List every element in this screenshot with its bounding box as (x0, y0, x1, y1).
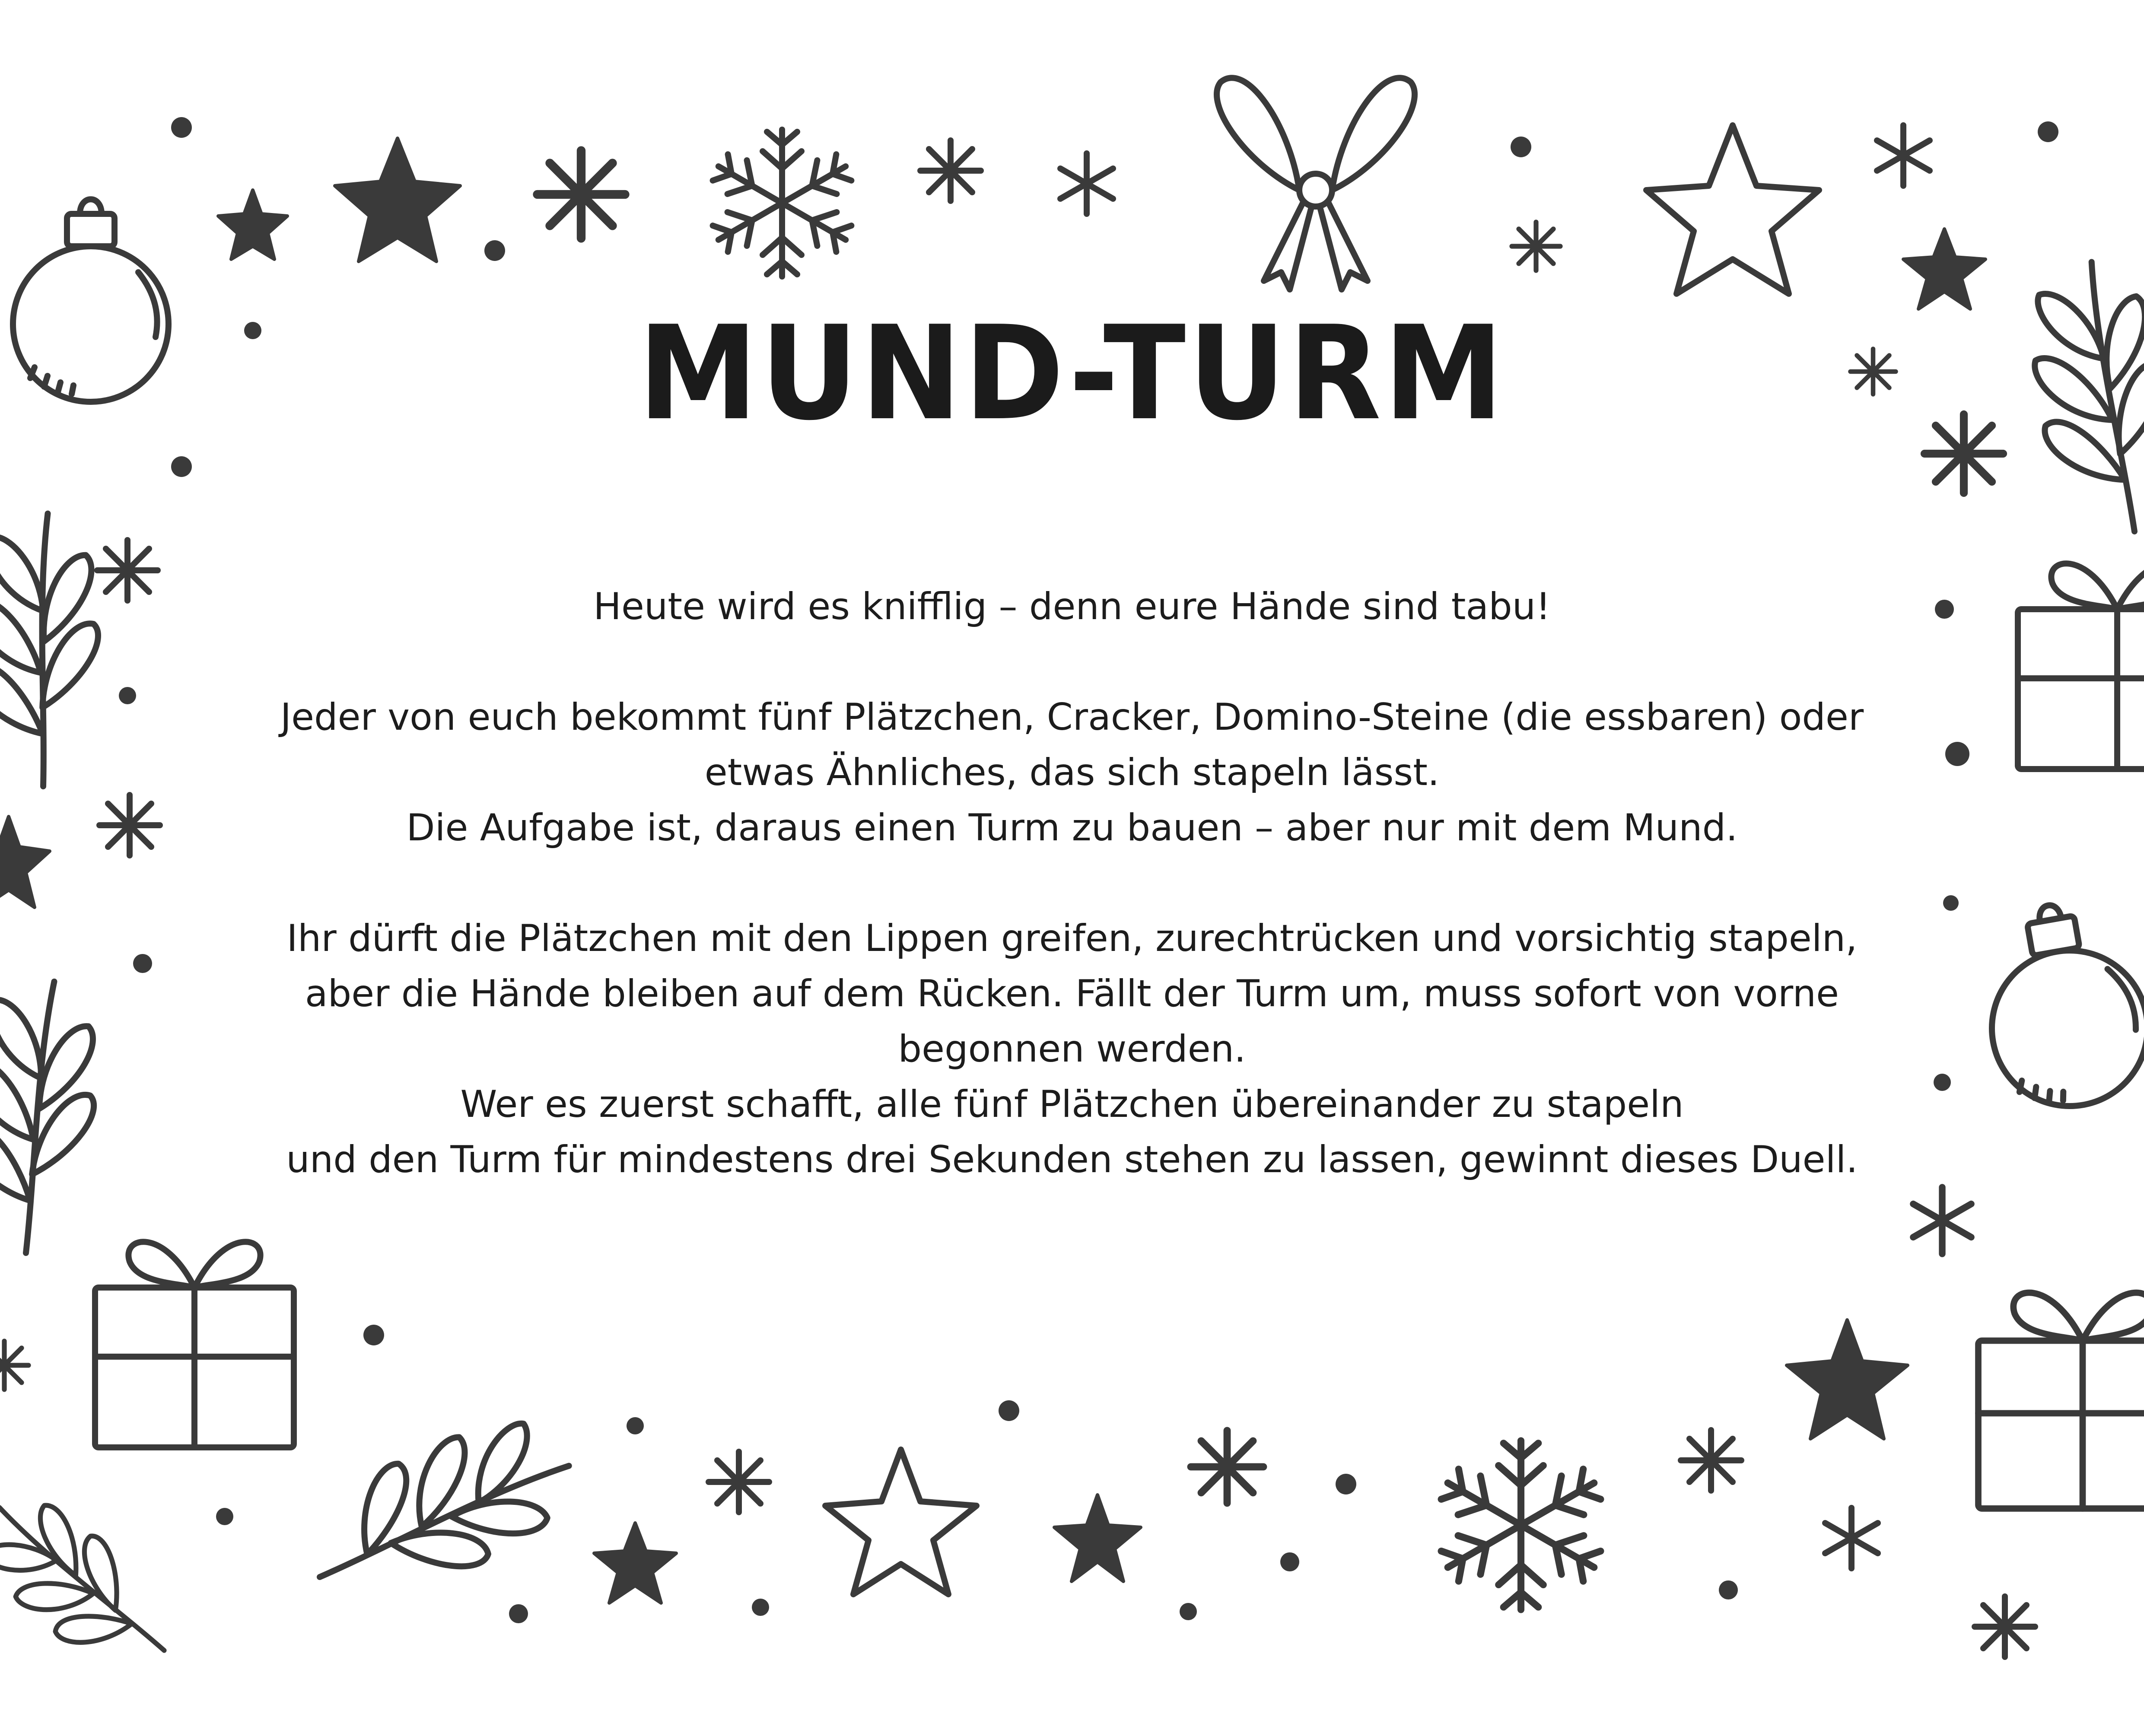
snowflake-icon (709, 130, 855, 277)
sparkle-icon (920, 140, 981, 201)
paragraph-line: Wer es zuerst schafft, alle fünf Plätzchen übereinander zu stapeln (460, 1083, 1684, 1126)
paragraph-line: aber die Hände bleiben auf dem Rücken. Fällt der Turm um, muss sofort von vorne (305, 972, 1839, 1015)
dot-icon (1336, 1474, 1356, 1494)
paragraph-line: Heute wird es knifflig – denn eure Hände sind tabu! (593, 585, 1551, 628)
sparkle-icon (1975, 1596, 2035, 1657)
paragraph-line: Jeder von euch bekommt fünf Plätzchen, Cracker, Domino-Steine (die essbaren) oder (280, 696, 1864, 739)
sparkle-icon (0, 1341, 29, 1389)
star-icon (1646, 125, 1819, 294)
sparkle-icon (538, 151, 625, 238)
star-icon (335, 138, 460, 261)
sparkle-icon (1191, 1431, 1263, 1503)
dot-icon (999, 1400, 1019, 1421)
bow-icon (1217, 78, 1415, 289)
ornament-icon (1972, 892, 2144, 1118)
dot-icon (216, 1508, 233, 1525)
dot-icon (133, 954, 152, 973)
sparkle-icon (97, 540, 158, 601)
branch-icon (0, 1484, 198, 1686)
sparkle-icon (1825, 1508, 1878, 1568)
gift-icon (95, 1242, 294, 1447)
dot-icon (363, 1325, 384, 1345)
gift-icon (2018, 563, 2144, 769)
star-icon (594, 1523, 676, 1603)
dot-icon (627, 1417, 644, 1434)
dot-icon (171, 456, 192, 477)
dot-icon (171, 117, 192, 138)
paragraph-line: Die Aufgabe ist, daraus einen Turm zu bauen – aber nur mit dem Mund. (406, 806, 1738, 849)
star-icon (1787, 1320, 1908, 1439)
sparkle-icon (1512, 222, 1560, 270)
sparkle-icon (1060, 153, 1113, 214)
branch-icon (290, 1382, 588, 1647)
dot-icon (752, 1599, 769, 1616)
sparkle-icon (1913, 1187, 1971, 1254)
sparkle-icon (1681, 1430, 1741, 1491)
paragraph-line: begonnen werden. (898, 1027, 1246, 1071)
sparkle-icon (99, 795, 160, 855)
star-icon (218, 190, 287, 259)
dot-icon (1180, 1603, 1197, 1620)
dot-icon (2038, 121, 2058, 142)
branch-icon (0, 979, 111, 1257)
star-icon (1903, 229, 1985, 309)
paragraph-line: etwas Ähnliches, das sich stapeln lässt. (704, 751, 1440, 794)
dot-icon (1511, 137, 1531, 157)
page-title: MUND-TURM (638, 298, 1506, 449)
star-icon (1054, 1495, 1141, 1581)
paragraph-gap (181, 634, 1963, 690)
snowflake-icon (1437, 1441, 1605, 1610)
dot-icon (484, 240, 505, 261)
dot-icon (509, 1604, 528, 1623)
instructions-text (181, 579, 1963, 1187)
sparkle-icon (1877, 125, 1930, 186)
gift-icon (1979, 1293, 2144, 1509)
sparkle-icon (709, 1452, 769, 1512)
paragraph-line: Ihr dürft die Plätzchen mit den Lippen greifen, zurechtrücken und vorsichtig stapeln, (286, 917, 1858, 960)
paragraph-gap (181, 855, 1963, 911)
dot-icon (1719, 1580, 1738, 1599)
dot-icon (1280, 1552, 1299, 1571)
star-icon (825, 1450, 977, 1594)
paragraph-line: und den Turm für mindestens drei Sekunden stehen zu lassen, gewinnt dieses Duell. (286, 1138, 1858, 1181)
star-icon (0, 817, 50, 907)
dot-icon (119, 687, 136, 704)
